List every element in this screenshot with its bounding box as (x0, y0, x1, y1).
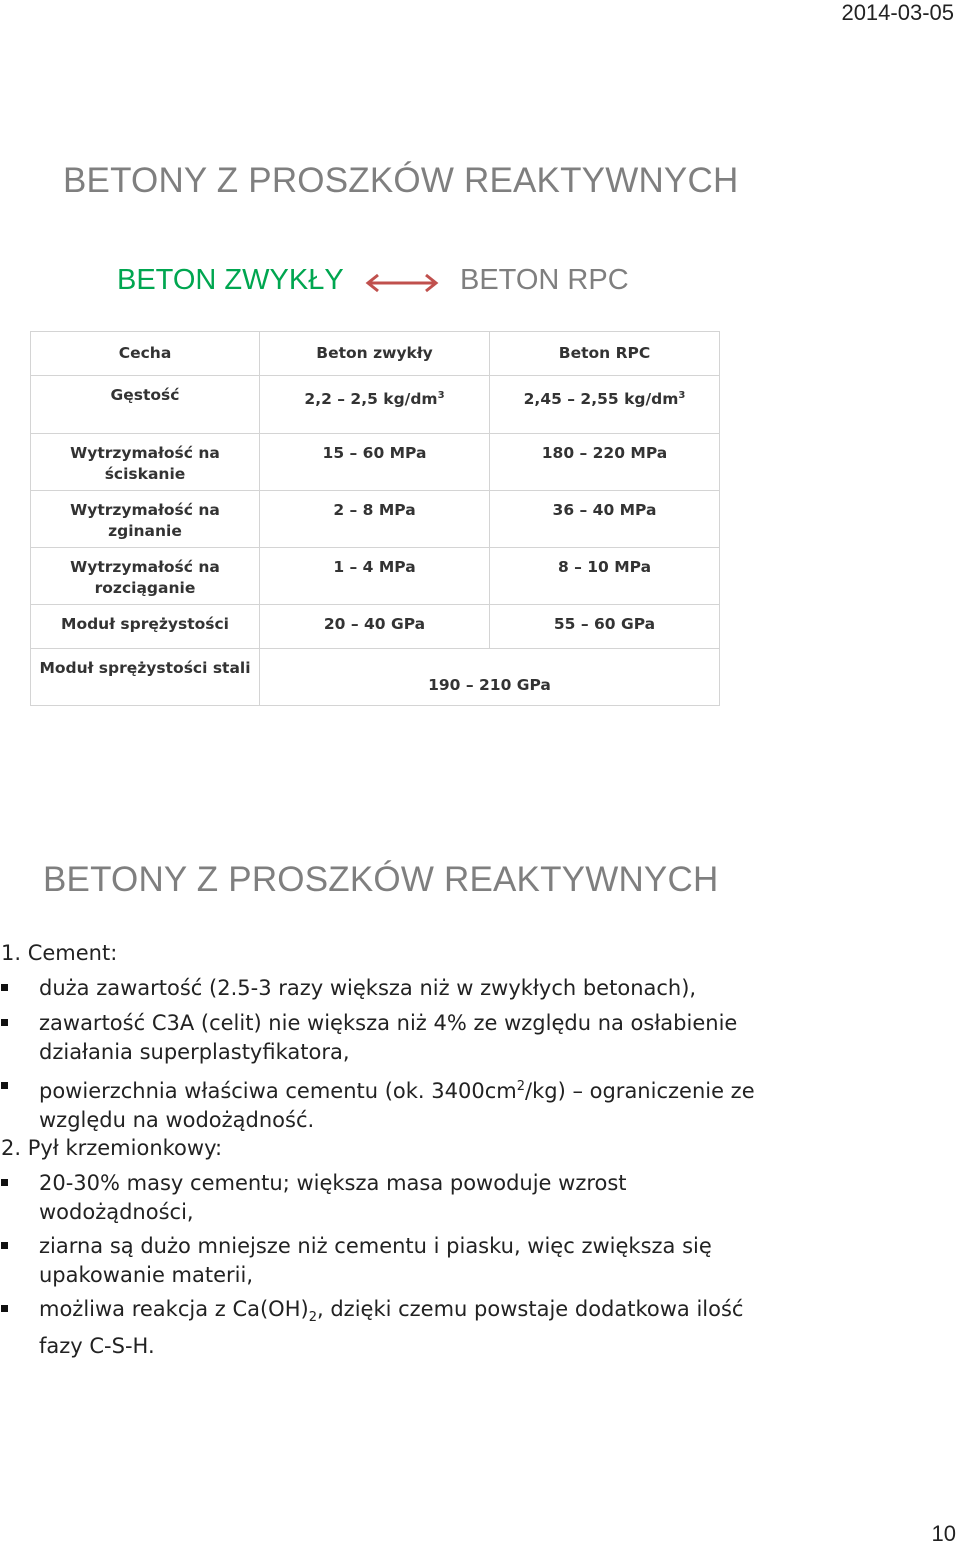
double-arrow-icon (364, 272, 440, 294)
table-row (31, 376, 720, 434)
table-header: Beton zwykły (260, 332, 490, 376)
bullet-square-icon (1, 1305, 8, 1312)
row-label: Wytrzymałość na zginanie (31, 491, 260, 548)
cell-superscript: 3 (678, 390, 686, 401)
list-item (39, 1295, 769, 1361)
cell-normal (260, 376, 490, 434)
bullet-square-icon (1, 1179, 8, 1186)
cell-text: 2,2 – 2,5 kg/dm (304, 390, 438, 409)
subscript: 2 (308, 1310, 317, 1326)
superscript: 2 (516, 1079, 526, 1094)
page-number: 10 (931, 1521, 956, 1546)
comparison-table (30, 331, 720, 706)
table-header-row (31, 332, 720, 376)
cell-normal: 2 – 8 MPa (260, 491, 490, 548)
table-row (31, 434, 720, 491)
bullet-square-icon (1, 1019, 8, 1026)
cell-rpc: 180 – 220 MPa (490, 434, 720, 491)
date-label: 2014-03-05 (841, 0, 954, 25)
list-item-text: powierzchnia właściwa cementu (ok. 3400cm (39, 1079, 517, 1103)
list-item (39, 1009, 769, 1067)
bullet-square-icon (1, 984, 8, 991)
cell-steel: 190 – 210 GPa (260, 649, 720, 706)
list-item-text: duża zawartość (2.5-3 razy większa niż w zwykłych betonach), (39, 976, 697, 1000)
compare-right-label: BETON RPC (460, 264, 629, 296)
list-item-text: , dzięki czemu powstaje dodatkowa ilość fazy C-S-H. (39, 1297, 744, 1359)
list-item-text: /kg) – ograniczenie ze względu na wodożądność. (39, 1079, 755, 1132)
list-item-text: możliwa reakcja z Ca(OH) (39, 1297, 309, 1321)
list-item-text: 20-30% masy cementu; większa masa powoduje wzrost wodożądności, (39, 1171, 627, 1224)
list-item (39, 1232, 769, 1290)
cell-rpc: 55 – 60 GPa (490, 605, 720, 649)
section-heading: 1. Cement: (1, 941, 118, 965)
row-label: Moduł sprężystości stali (31, 649, 260, 706)
cell-rpc (490, 376, 720, 434)
cell-rpc: 8 – 10 MPa (490, 548, 720, 605)
row-label: Moduł sprężystości (31, 605, 260, 649)
slide-title: BETONY Z PROSZKÓW REAKTYWNYCH (43, 860, 719, 899)
table-row (31, 649, 720, 706)
bullet-square-icon (1, 1242, 8, 1249)
cell-normal: 20 – 40 GPa (260, 605, 490, 649)
slide-title: BETONY Z PROSZKÓW REAKTYWNYCH (63, 161, 739, 200)
section-heading: 2. Pył krzemionkowy: (1, 1136, 223, 1160)
table-row (31, 491, 720, 548)
table-header: Beton RPC (490, 332, 720, 376)
cell-text: 2,45 – 2,55 kg/dm (523, 390, 679, 409)
cell-rpc: 36 – 40 MPa (490, 491, 720, 548)
row-label: Wytrzymałość na rozciąganie (31, 548, 260, 605)
list-item-text: ziarna są dużo mniejsze niż cementu i piasku, więc zwiększa się upakowanie materii, (39, 1234, 712, 1287)
cell-normal: 1 – 4 MPa (260, 548, 490, 605)
table-row (31, 605, 720, 649)
bullet-square-icon (1, 1082, 8, 1089)
row-label: Gęstość (31, 376, 260, 434)
cell-superscript: 3 (437, 390, 445, 401)
list-item-text: zawartość C3A (celit) nie większa niż 4% ze względu na osłabienie działania superplastyfikatora, (39, 1011, 738, 1064)
list-item (39, 1169, 769, 1227)
table-header: Cecha (31, 332, 260, 376)
list-item (39, 974, 769, 1003)
compare-left-label: BETON ZWYKŁY (117, 264, 344, 296)
cell-normal: 15 – 60 MPa (260, 434, 490, 491)
row-label: Wytrzymałość na ściskanie (31, 434, 260, 491)
table-row (31, 548, 720, 605)
list-item (39, 1072, 769, 1135)
